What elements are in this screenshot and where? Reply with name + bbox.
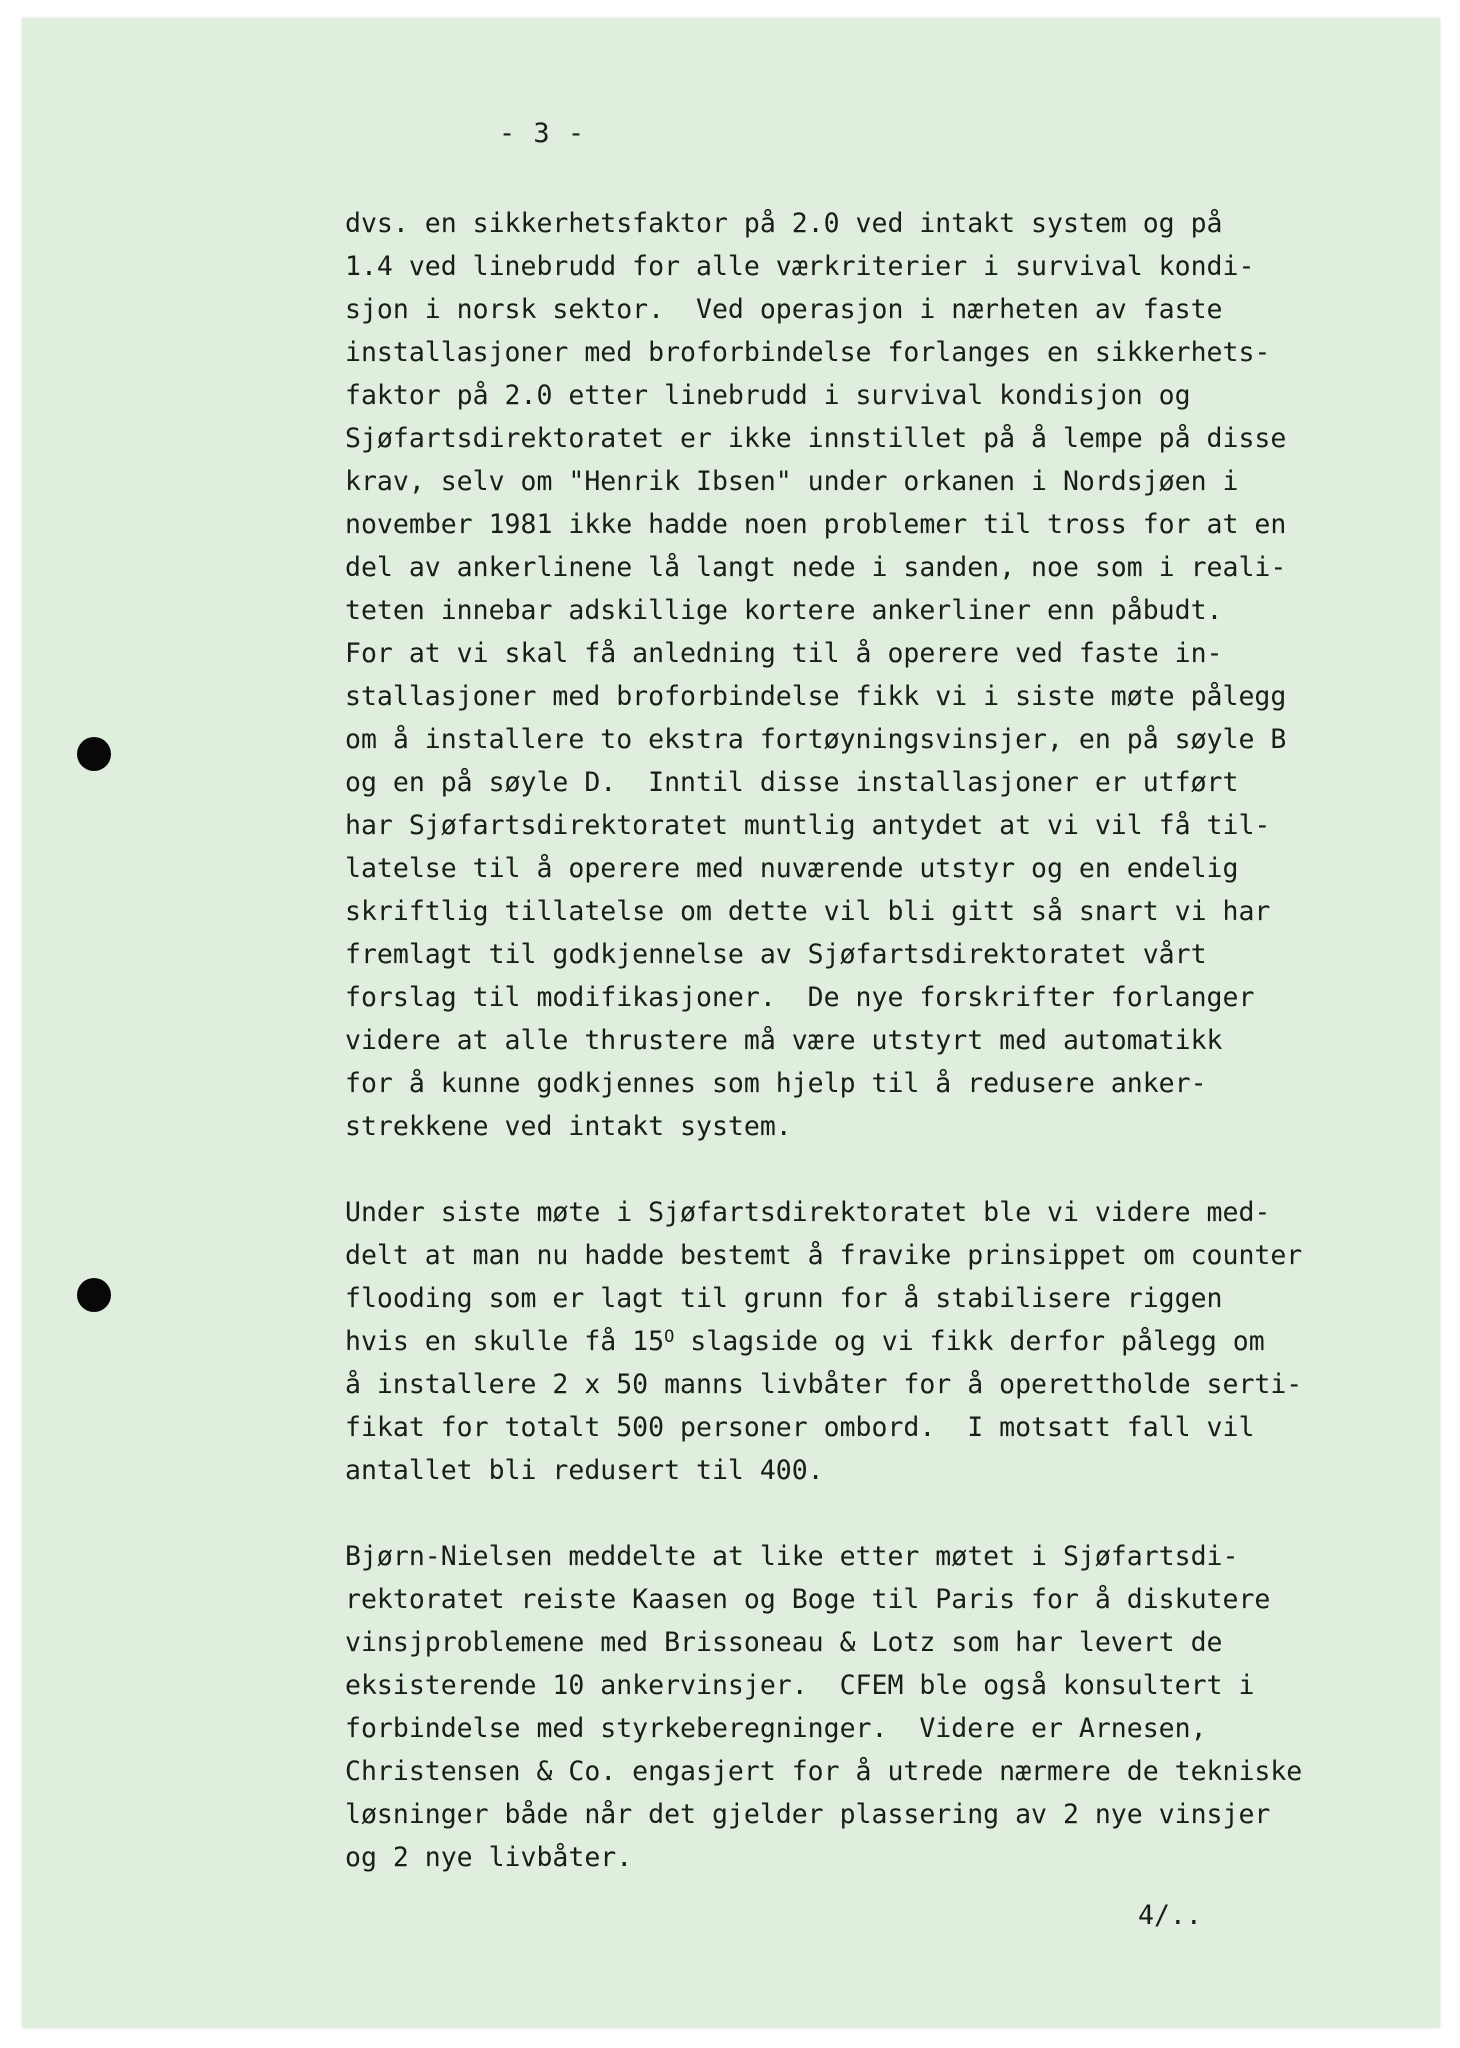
paragraph	[345, 202, 1395, 1148]
text-line: forslag til modifikasjoner. De nye forskrifter forlanger	[345, 982, 1255, 1013]
continuation-marker: 4/..	[1138, 1900, 1202, 1931]
punch-hole	[77, 1278, 111, 1312]
text-line: videre at alle thrustere må være utstyrt med automatikk	[345, 1025, 1223, 1056]
text-line: forbindelse med styrkeberegninger. Videre er Arnesen,	[345, 1713, 1207, 1744]
text-line: og en på søyle D. Inntil disse installasjoner er utført	[345, 767, 1239, 798]
text-line: skriftlig tillatelse om dette vil bli gitt så snart vi har	[345, 896, 1271, 927]
text-line: Bjørn-Nielsen meddelte at like etter møtet i Sjøfartsdi-	[345, 1541, 1239, 1572]
text-line: november 1981 ikke hadde noen problemer til tross for at en	[345, 509, 1287, 540]
text-line: faktor på 2.0 etter linebrudd i survival kondisjon og	[345, 380, 1191, 411]
text-line: antallet bli redusert til 400.	[345, 1455, 824, 1486]
page-number-text: - 3 -	[498, 118, 586, 149]
text-line: har Sjøfartsdirektoratet muntlig antydet at vi vil få til-	[345, 810, 1271, 841]
text-line: strekkene ved intakt system.	[345, 1111, 792, 1142]
page-number	[0, 118, 1460, 149]
text-line: Under siste møte i Sjøfartsdirektoratet ble vi videre med-	[345, 1197, 1271, 1228]
punch-hole	[77, 737, 111, 771]
text-line: stallasjoner med broforbindelse fikk vi i siste møte pålegg	[345, 681, 1287, 712]
text-line: rektoratet reiste Kaasen og Boge til Paris for å diskutere	[345, 1584, 1271, 1615]
paragraph	[345, 1191, 1395, 1492]
text-line: fikat for totalt 500 personer ombord. I motsatt fall vil	[345, 1412, 1255, 1443]
body-text	[345, 202, 1395, 1879]
text-line: 1.4 ved linebrudd for alle værkriterier i survival kondi-	[345, 251, 1255, 282]
text-line: latelse til å operere med nuværende utstyr og en endelig	[345, 853, 1239, 884]
text-line: krav, selv om "Henrik Ibsen" under orkanen i Nordsjøen i	[345, 466, 1239, 497]
text-line-with-degree	[345, 1320, 1395, 1363]
text-line: om å installere to ekstra fortøyningsvinsjer, en på søyle B	[345, 724, 1287, 755]
text-line: flooding som er lagt til grunn for å stabilisere riggen	[345, 1283, 1223, 1314]
text-segment: hvis en skulle få 15	[345, 1326, 665, 1357]
paragraph	[345, 1535, 1395, 1879]
text-line: For at vi skal få anledning til å operere ved faste in-	[345, 638, 1223, 669]
text-line: Sjøfartsdirektoratet er ikke innstillet på å lempe på disse	[345, 423, 1287, 454]
text-line: og 2 nye livbåter.	[345, 1842, 633, 1873]
text-segment: slagside og vi fikk derfor pålegg om	[674, 1326, 1265, 1357]
text-line: teten innebar adskillige kortere ankerliner enn påbudt.	[345, 595, 1223, 626]
text-line: del av ankerlinene lå langt nede i sanden, noe som i reali-	[345, 552, 1287, 583]
degree-symbol: O	[664, 1327, 675, 1347]
text-line: å installere 2 x 50 manns livbåter for å operettholde serti-	[345, 1369, 1303, 1400]
paragraph-gap	[345, 1492, 1395, 1535]
text-line: dvs. en sikkerhetsfaktor på 2.0 ved intakt system og på	[345, 208, 1223, 239]
text-line: for å kunne godkjennes som hjelp til å redusere anker-	[345, 1068, 1207, 1099]
paragraph-gap	[345, 1148, 1395, 1191]
text-line: sjon i norsk sektor. Ved operasjon i nærheten av faste	[345, 294, 1223, 325]
text-line: fremlagt til godkjennelse av Sjøfartsdirektoratet vårt	[345, 939, 1207, 970]
text-line: installasjoner med broforbindelse forlanges en sikkerhets-	[345, 337, 1271, 368]
text-line: eksisterende 10 ankervinsjer. CFEM ble også konsultert i	[345, 1670, 1255, 1701]
text-line: delt at man nu hadde bestemt å fravike prinsippet om counter	[345, 1240, 1303, 1271]
text-line: Christensen & Co. engasjert for å utrede nærmere de tekniske	[345, 1756, 1303, 1787]
text-line: løsninger både når det gjelder plassering av 2 nye vinsjer	[345, 1799, 1271, 1830]
text-line: vinsjproblemene med Brissoneau & Lotz som har levert de	[345, 1627, 1223, 1658]
